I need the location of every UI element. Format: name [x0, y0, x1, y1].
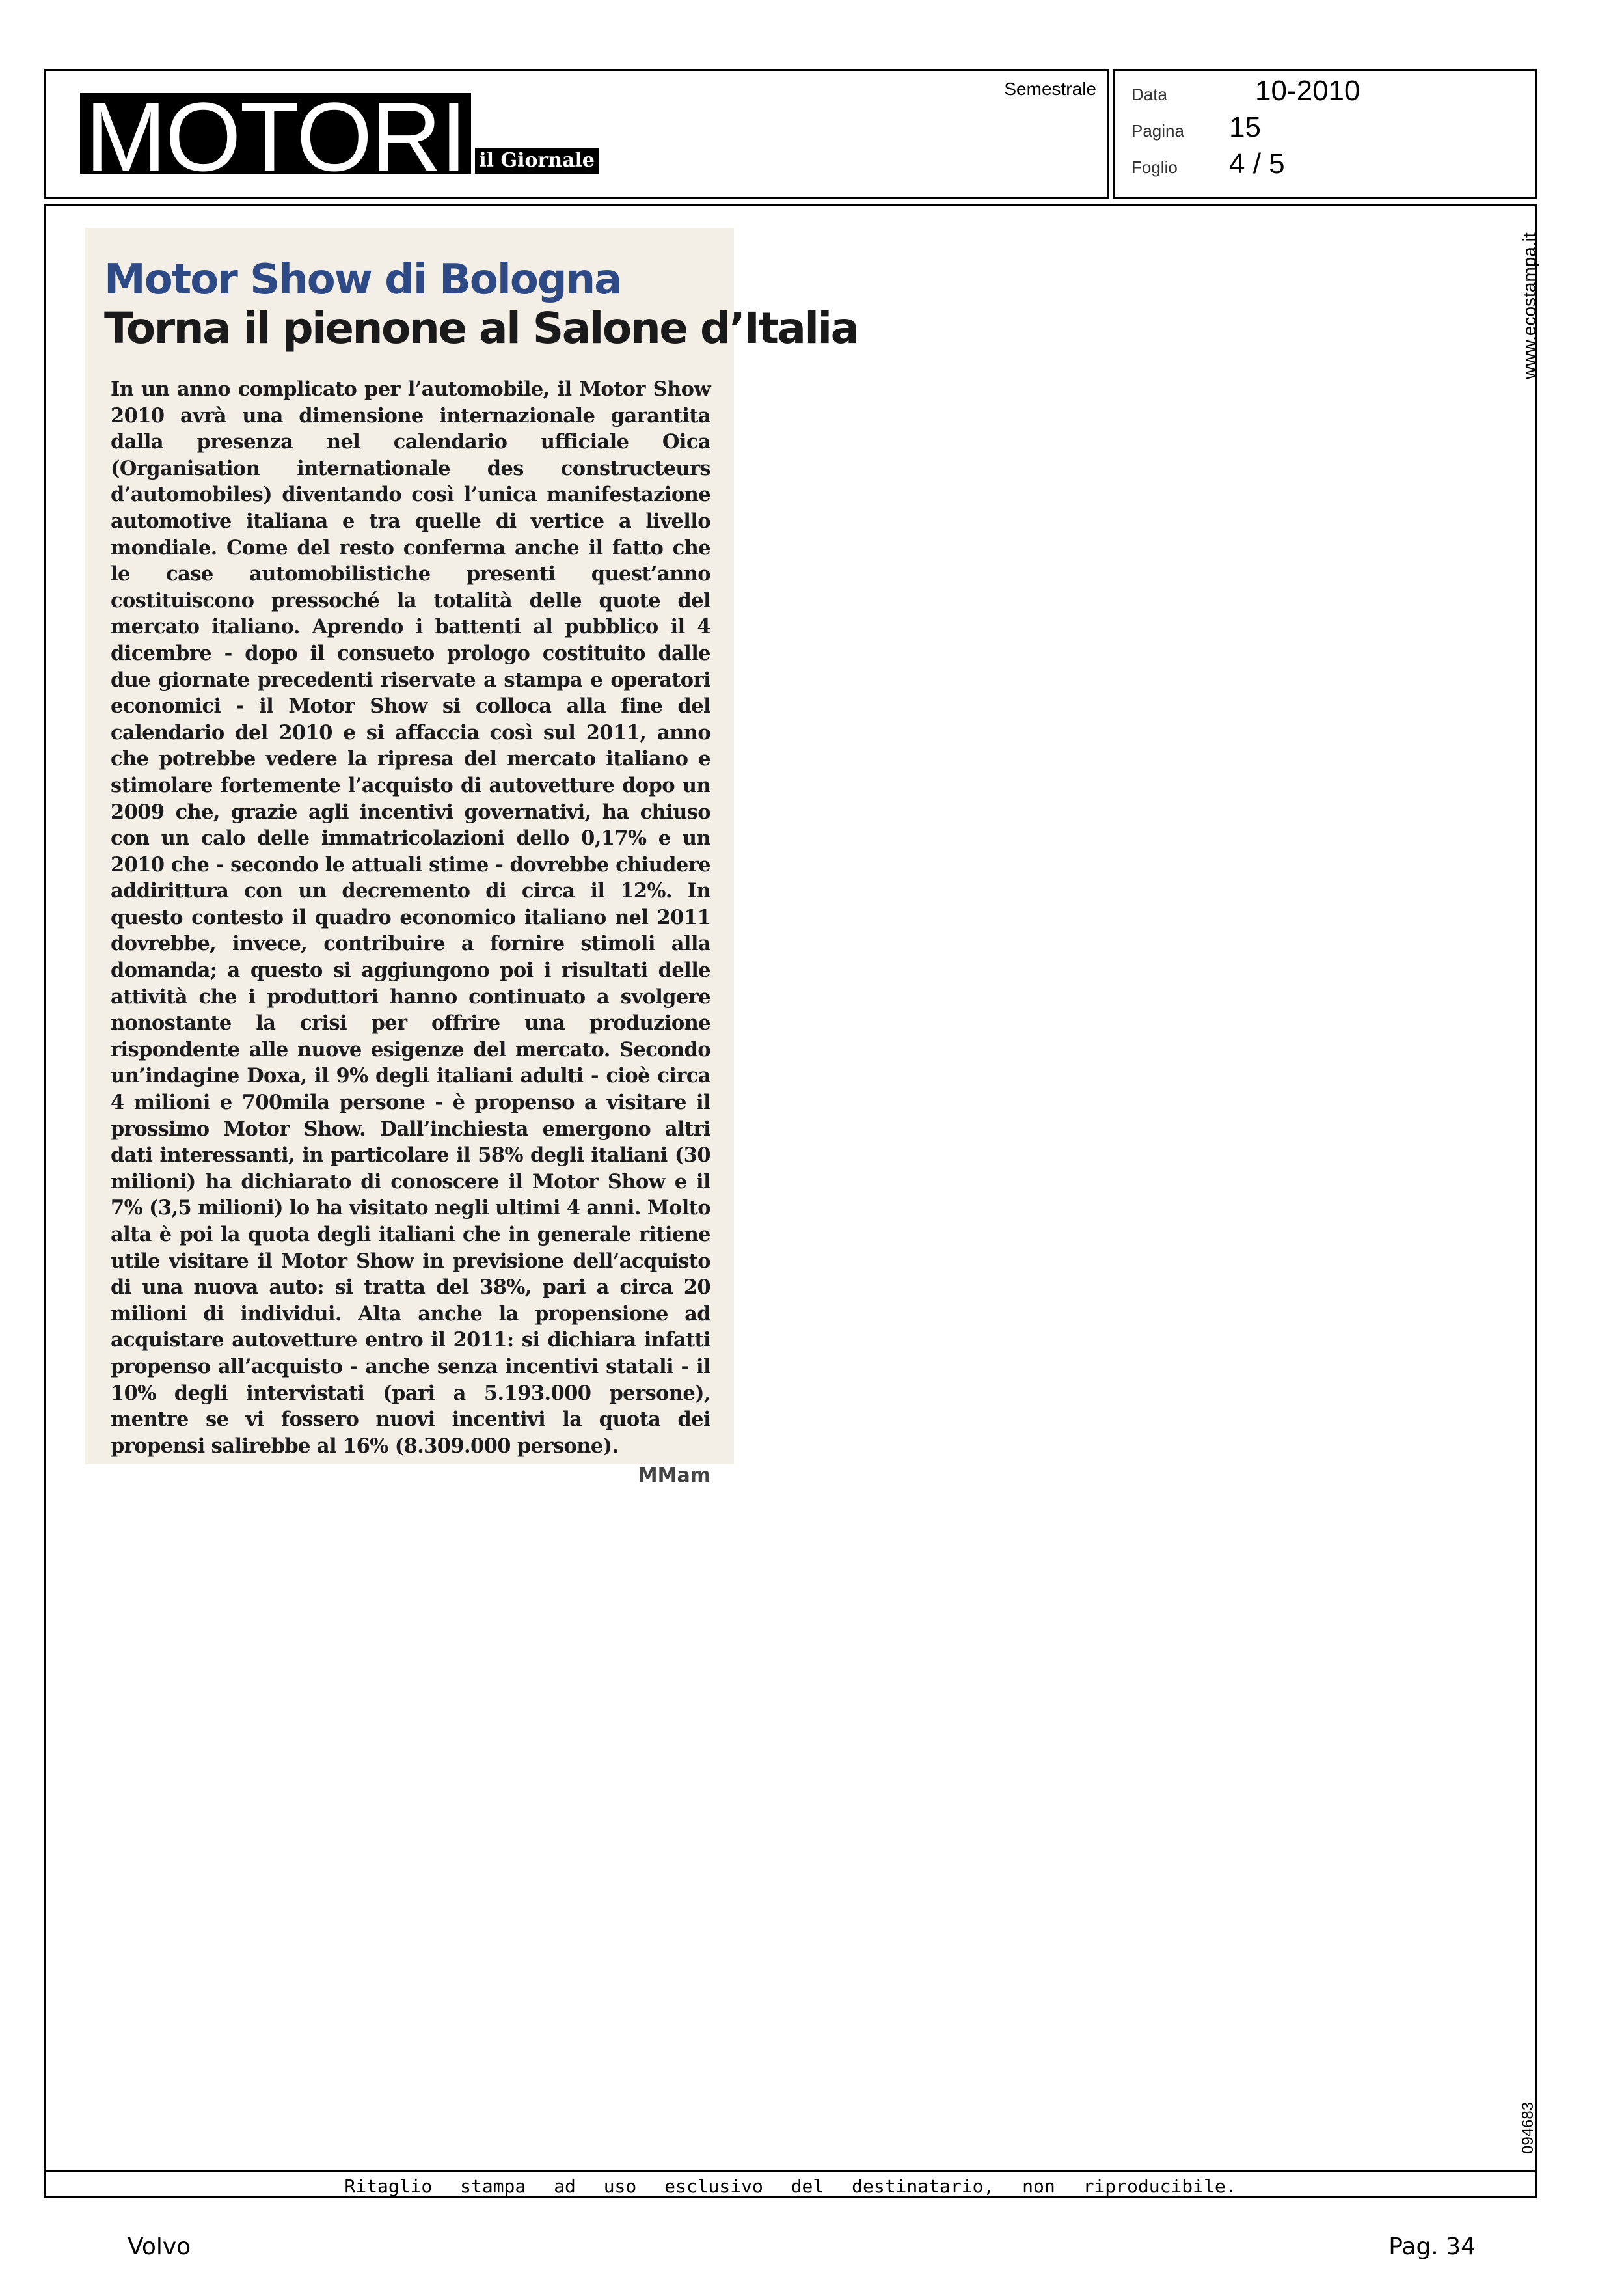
pagina-label: Pagina [1131, 121, 1184, 141]
footer-divider [46, 2170, 1535, 2172]
meta-row-data [1131, 75, 1360, 107]
masthead-box [44, 69, 1109, 199]
article-clipping [85, 228, 858, 1488]
meta-box [1113, 69, 1537, 199]
footer-brand: Volvo [128, 2233, 191, 2260]
logo-subtitle: il Giornale [475, 148, 599, 174]
article-signature: MMam [638, 1464, 710, 1488]
foglio-label: Foglio [1131, 157, 1178, 177]
reproduction-notice: Ritaglio stampa ad uso esclusivo del destinatario, non riproducibile. [344, 2176, 1237, 2197]
data-label: Data [1131, 85, 1167, 104]
data-value: 10-2010 [1255, 75, 1360, 107]
article-body: In un anno complicato per l’automobile, il Motor Show 2010 avrà una dimensione internazionale garantita dalla presenza nel calendario ufficiale Oica (Organisation internationale des constructeurs d’automobiles) diventando così l’unica manifestazione automotive italiana e tra quelle di vertice a livello mondiale. Come del resto conferma anche il fatto che le case automobilistiche presenti quest’anno costituiscono pressoché la totalità delle quote del mercato italiano. Aprendo i battenti al pubblico il 4 dicembre - dopo il consueto prologo costituito dalle due giornate precedenti riservate a stampa e operatori economici - il Motor Show si colloca alla fine del calendario del 2010 e si affaccia così sul 2011, anno che potrebbe vedere la ripresa del mercato italiano e stimolare fortemente l’acquisto di autovetture dopo un 2009 che, grazie agli incentivi governativi, ha chiuso con un calo delle immatricolazioni dello 0,17% e un 2010 che - secondo le attuali stime - dovrebbe chiudere addirittura con un decremento di circa il 12%. In questo contesto il quadro economico italiano nel 2011 dovrebbe, invece, contribuire a fornire stimoli alla domanda; a questo si aggiungono poi i risultati delle attività che i produttori hanno continuato a svolgere nonostante la crisi per offrire una produzione rispondente alle nuove esigenze del mercato. Secondo un’indagine Doxa, il 9% degli italiani adulti - cioè circa 4 milioni e 700mila persone - è propenso a visitare il prossimo Motor Show. Dall’inchiesta emergono altri dati interessanti, in particolare il 58% degli italiani (30 milioni) ha dichiarato di conoscere il Motor Show e il 7% (3,5 milioni) lo ha visitato negli ultimi 4 anni. Molto alta è poi la quota degli italiani che in generale ritiene utile visitare il Motor Show in previsione dell’acquisto di una nuova auto: si tratta del 38%, pari a circa 20 milioni di individui. Alta anche la propensione ad acquistare autovetture entro il 2011: si dichiara infatti propenso all’acquisto - anche senza incentivi statali - il 10% degli intervistati (pari a 5.193.000 persone), mentre se vi fossero nuovi incentivi la quota dei propensi salirebbe al 16% (8.309.000 persone). [111, 377, 710, 1458]
foglio-value: 4 / 5 [1229, 148, 1285, 180]
frequency-label: Semestrale [1004, 79, 1096, 99]
pagina-value: 15 [1229, 111, 1261, 143]
article-title: Torna il pienone al Salone d’Italia [104, 303, 858, 353]
article-kicker: Motor Show di Bologna [104, 256, 621, 304]
logo-wordmark: MOTORI [80, 93, 471, 174]
side-url-text: www.ecostampa.it [1519, 232, 1539, 379]
meta-row-pagina [1131, 111, 1261, 144]
side-code-text: 094683 [1519, 2101, 1537, 2155]
meta-row-foglio [1131, 148, 1285, 180]
footer-page-number: Pag. 34 [1388, 2233, 1476, 2260]
masthead-logo [80, 93, 599, 174]
